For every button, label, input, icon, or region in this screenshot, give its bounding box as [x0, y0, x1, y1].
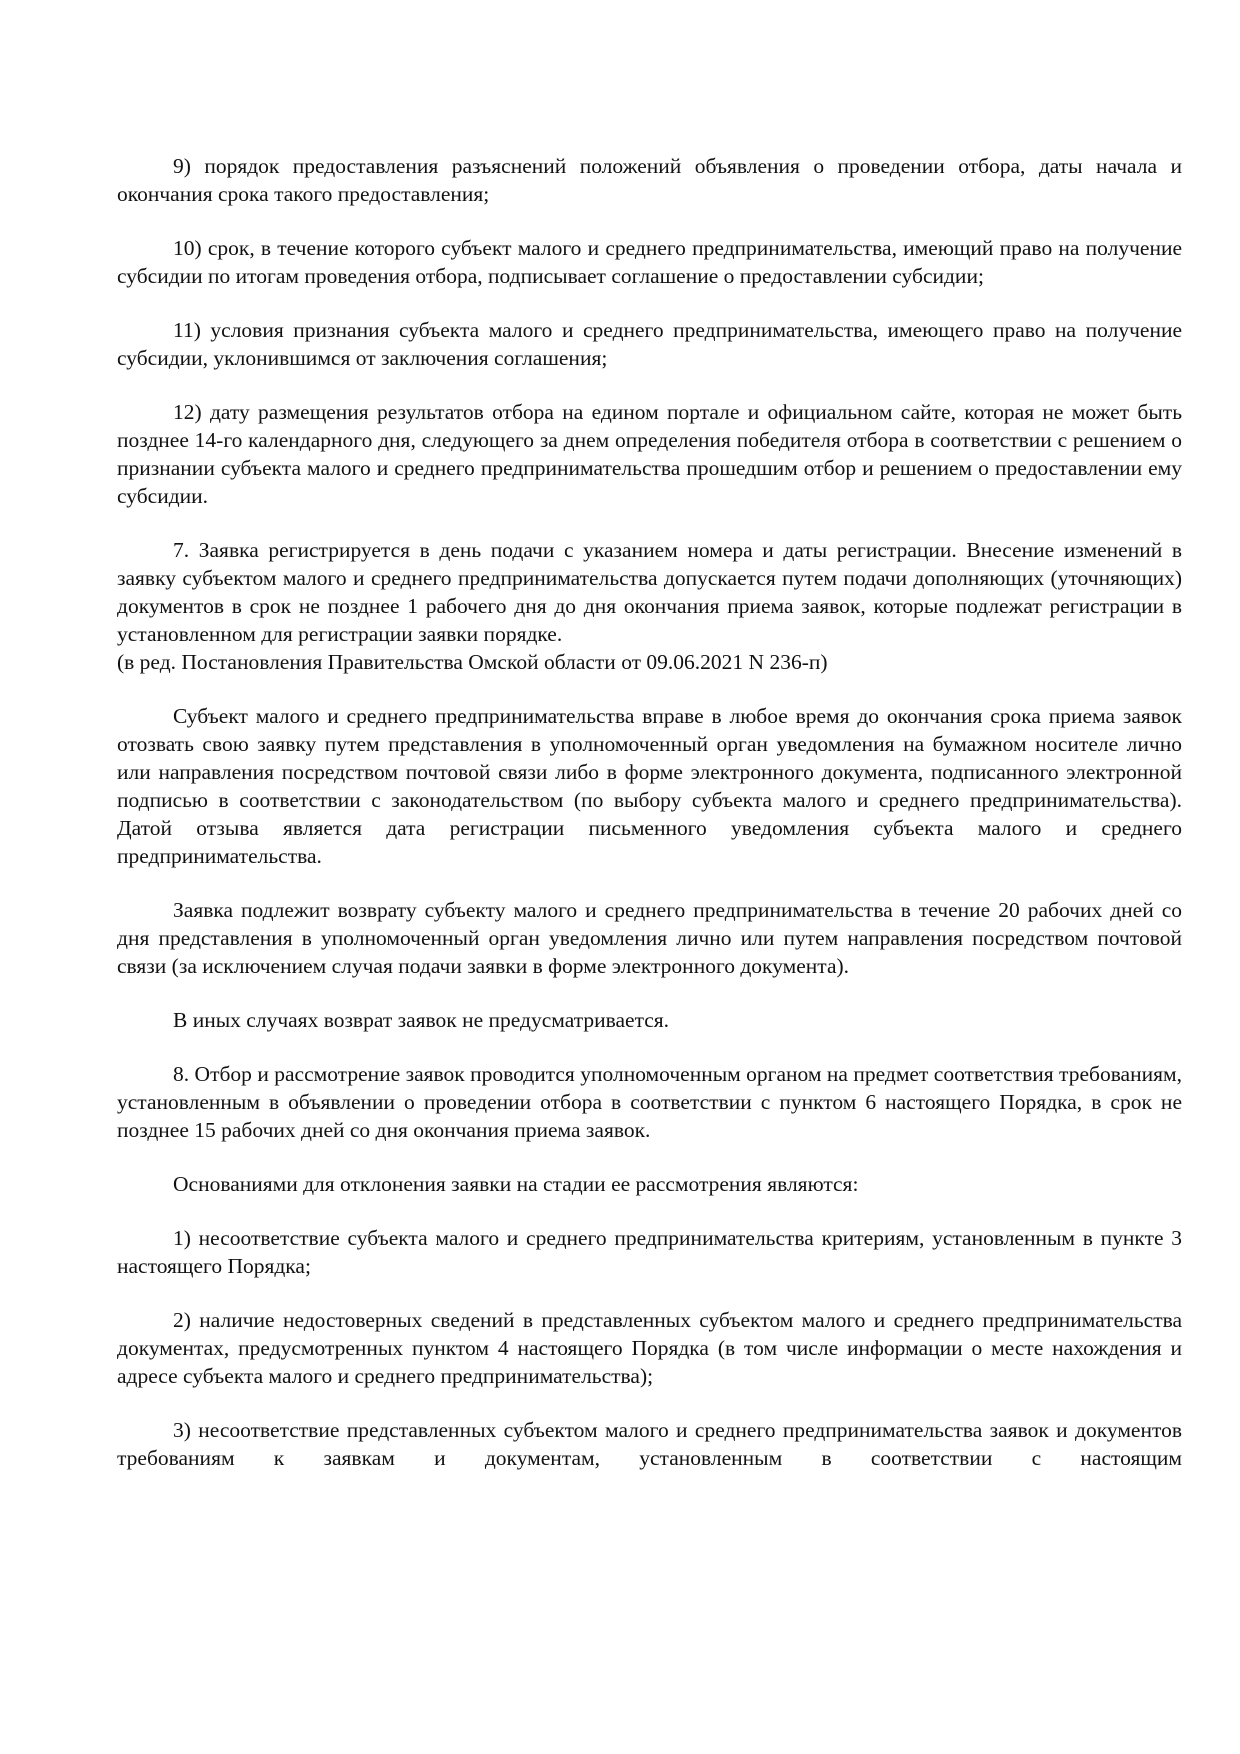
- paragraph-grounds: Основаниями для отклонения заявки на стадии ее рассмотрения являются:: [173, 1172, 859, 1196]
- paragraph-clause-7: 7. Заявка регистрируется в день подачи с указанием номера и даты регистрации. Внесение изменений в заявку субъектом малого и среднего предпринимательства допускается путем подачи дополняющих (уточняющих) документов в срок не позднее 1 рабочего дня до дня окончания приема заявок, которые подлежат регистрации в установленном для регистрации заявки порядке.: [117, 538, 1182, 646]
- paragraph-withdrawal: Субъект малого и среднего предпринимательства вправе в любое время до окончания срока приема заявок отозвать свою заявку путем представления в уполномоченный орган уведомления на бумажном носителе лично или направления посредством почтовой связи либо в форме электронного документа, подписанного электронной подписью в соответствии с законодательством (по выбору субъекта малого и среднего предпринимательства). Датой отзыва является дата регистрации письменного уведомления субъекта малого и среднего предпринимательства.: [117, 704, 1182, 868]
- paragraph-no-return: В иных случаях возврат заявок не предусматривается.: [173, 1008, 670, 1032]
- paragraph-ground-1: 1) несоответствие субъекта малого и среднего предпринимательства критериям, установленным в пункте 3 настоящего Порядка;: [117, 1226, 1182, 1278]
- paragraph-ground-2: 2) наличие недостоверных сведений в представленных субъектом малого и среднего предпринимательства документах, предусмотренных пунктом 4 настоящего Порядка (в том числе информации о месте нахождения и адресе субъекта малого и среднего предпринимательства);: [117, 1308, 1182, 1388]
- document-page: [117, 152, 1182, 1498]
- paragraph-item-11: 11) условия признания субъекта малого и среднего предпринимательства, имеющего право на получение субсидии, уклонившимся от заключения соглашения;: [117, 318, 1182, 370]
- amendment-note: (в ред. Постановления Правительства Омской области от 09.06.2021 N 236-п): [117, 650, 828, 674]
- paragraph-item-12: 12) дату размещения результатов отбора на едином портале и официальном сайте, которая не может быть позднее 14-го календарного дня, следующего за днем определения победителя отбора в соответствии с решением о признании субъекта малого и среднего предпринимательства прошедшим отбор и решением о предоставлении ему субсидии.: [117, 400, 1182, 508]
- paragraph-item-10: 10) срок, в течение которого субъект малого и среднего предпринимательства, имеющий право на получение субсидии по итогам проведения отбора, подписывает соглашение о предоставлении субсидии;: [117, 236, 1182, 288]
- paragraph-ground-3: 3) несоответствие представленных субъектом малого и среднего предпринимательства заявок и документов требованиям к заявкам и документам, установленным в соответствии с настоящим: [117, 1418, 1182, 1470]
- paragraph-return: Заявка подлежит возврату субъекту малого и среднего предпринимательства в течение 20 рабочих дней со дня представления в уполномоченный орган уведомления лично или путем направления посредством почтовой связи (за исключением случая подачи заявки в форме электронного документа).: [117, 898, 1182, 978]
- paragraph-item-9: 9) порядок предоставления разъяснений положений объявления о проведении отбора, даты начала и окончания срока такого предоставления;: [117, 154, 1182, 206]
- paragraph-clause-8: 8. Отбор и рассмотрение заявок проводится уполномоченным органом на предмет соответствия требованиям, установленным в объявлении о проведении отбора в соответствии с пунктом 6 настоящего Порядка, в срок не позднее 15 рабочих дней со дня окончания приема заявок.: [117, 1062, 1182, 1142]
